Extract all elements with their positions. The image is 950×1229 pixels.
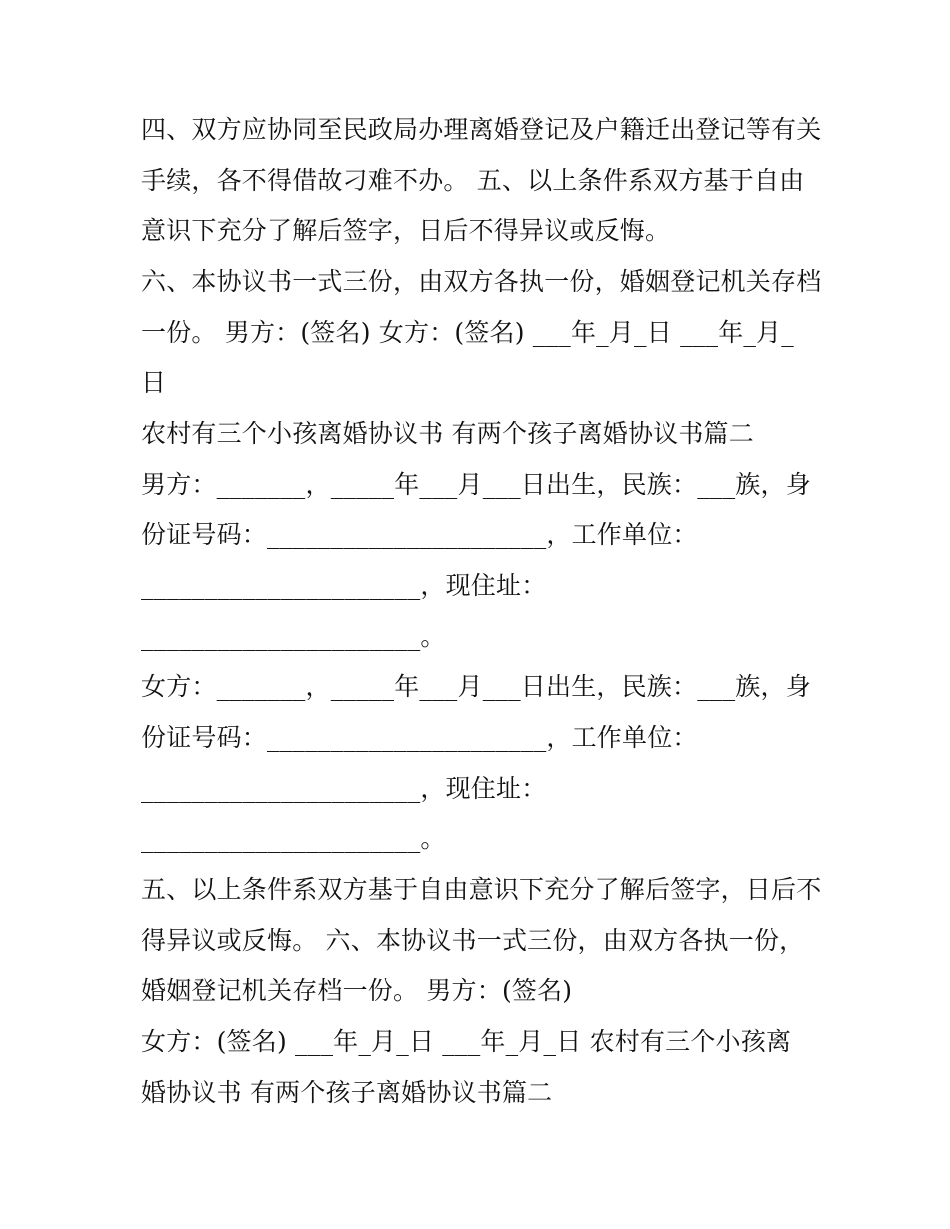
text-line: 婚协议书 有两个孩子离婚协议书篇二 — [141, 1078, 553, 1107]
text-line: ______________________。 — [141, 622, 446, 651]
text-line: ______________________，现住址： — [141, 571, 547, 600]
text-line: 六、本协议书一式三份，由双方各执一份，婚姻登记机关存档 — [141, 267, 822, 296]
text-line: 日 — [141, 368, 167, 397]
text-line: ______________________，现住址： — [141, 774, 547, 803]
text-line: 五、以上条件系双方基于自由意识下充分了解后签字，日后不 — [141, 875, 822, 904]
text-line: 一份。 男方：(签名) 女方：(签名) ___年_月_日 ___年_月_ — [141, 318, 795, 347]
text-line: 女方：_______，_____年___月___日出生，民族：___族，身 — [141, 672, 811, 701]
text-line: ______________________。 — [141, 824, 446, 853]
section-heading: 农村有三个小孩离婚协议书 有两个孩子离婚协议书篇二 — [141, 419, 754, 448]
text-line: 四、双方应协同至民政局办理离婚登记及户籍迁出登记等有关 — [141, 115, 822, 144]
text-line: 份证号码：______________________，工作单位： — [141, 520, 698, 549]
text-line: 份证号码：______________________，工作单位： — [141, 723, 698, 752]
text-line: 手续，各不得借故刁难不办。 五、以上条件系双方基于自由 — [141, 166, 805, 195]
text-line: 婚姻登记机关存档一份。 男方：(签名) — [141, 976, 573, 1005]
text-line: 意识下充分了解后签字，日后不得异议或反悔。 — [141, 216, 671, 245]
text-line: 男方：_______，_____年___月___日出生，民族：___族，身 — [141, 470, 811, 499]
text-line: 得异议或反悔。 六、本协议书一式三份，由双方各执一份， — [141, 926, 805, 955]
text-line: 女方：(签名) ___年_月_日 ___年_月_日 农村有三个小孩离 — [141, 1027, 792, 1056]
